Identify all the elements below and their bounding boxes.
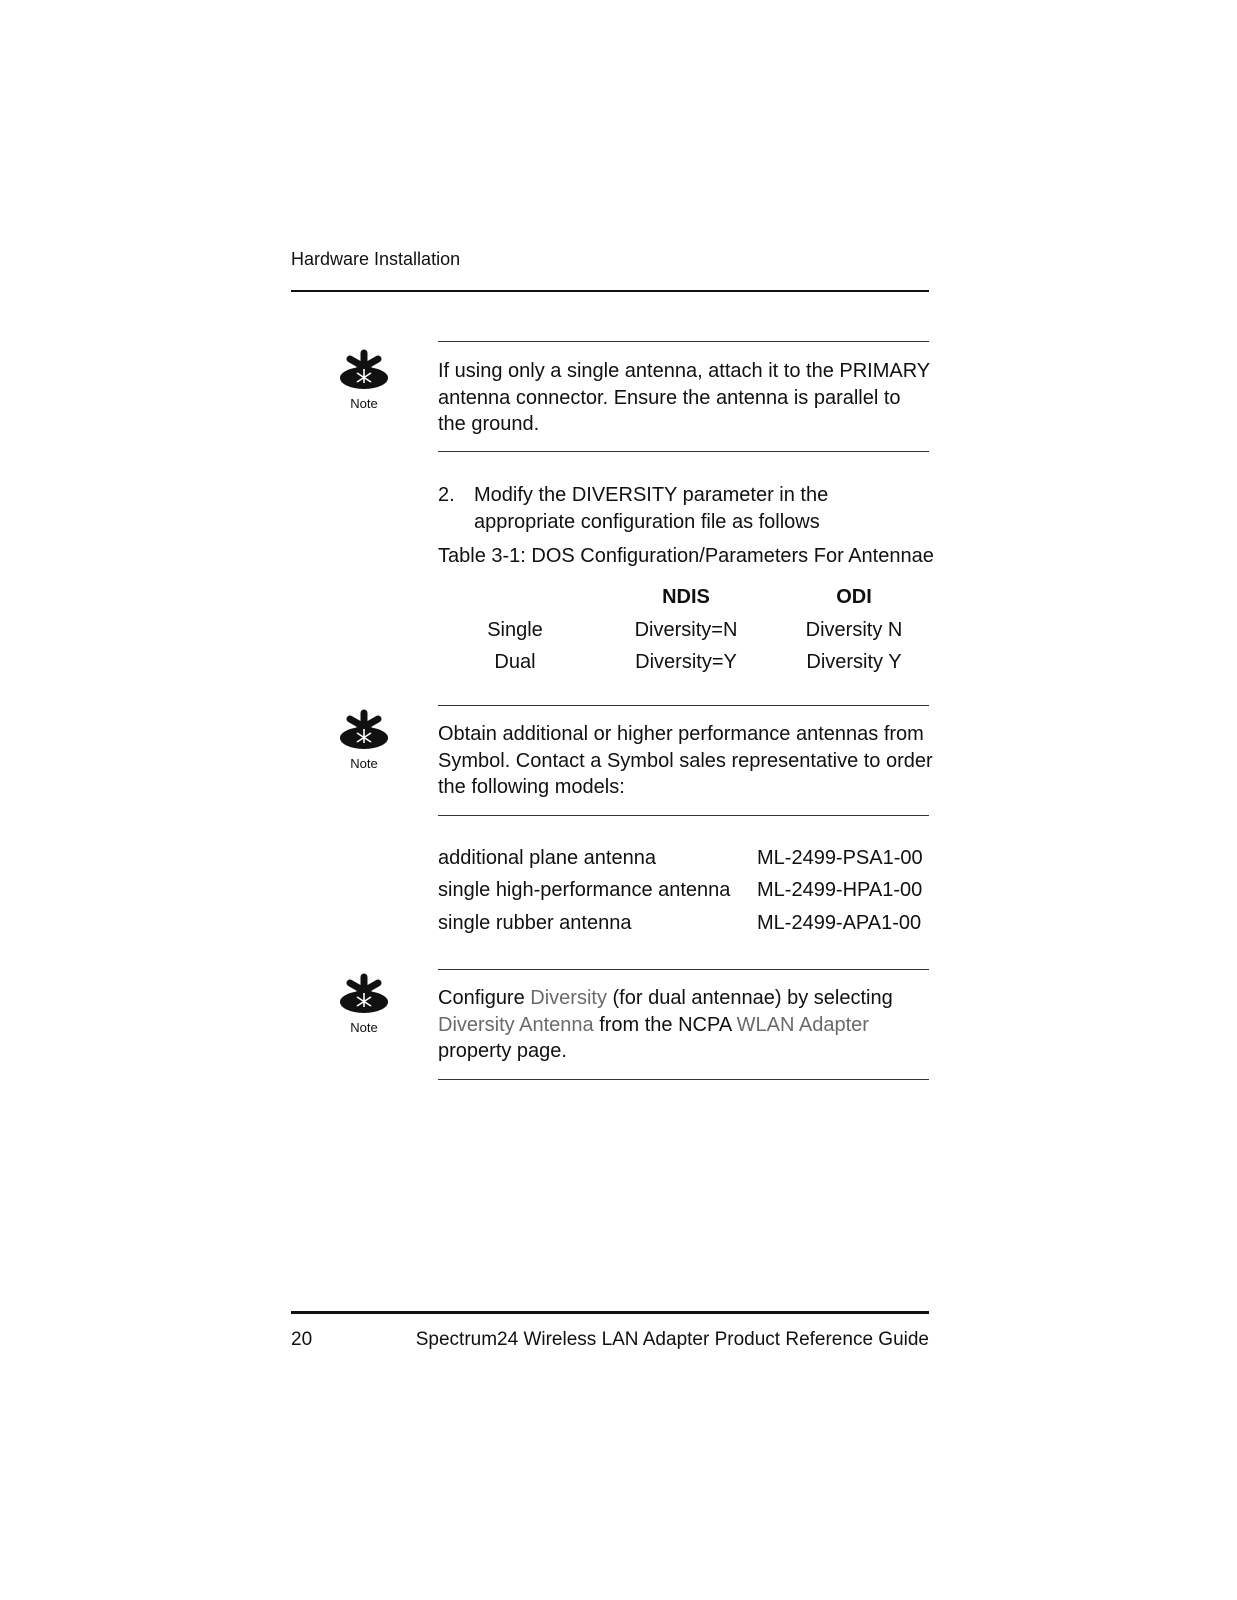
note-asterisk-icon — [338, 709, 390, 755]
table-caption-text: : DOS Configuration/Parameters For Antennae — [520, 545, 934, 567]
note-asterisk-icon — [338, 973, 390, 1019]
table-cell-row1-odi: Diversity N — [805, 619, 903, 641]
list-item — [438, 912, 933, 940]
table-cell-row1-ndis: Diversity=N — [634, 619, 738, 641]
dos-config-table — [438, 586, 933, 686]
note-1-label: Note — [350, 396, 378, 411]
note-2-label: Note — [350, 756, 378, 771]
note-1-top-rule — [438, 341, 929, 342]
table-cell-row2-ndis: Diversity=Y — [635, 651, 737, 673]
note-2-text: Obtain additional or higher performance antennas from Symbol. Contact a Symbol sales representative to order the following models: — [438, 723, 933, 798]
antenna-model-number: ML-2499-HPA1-00 — [757, 879, 923, 901]
note-3-bottom-rule — [438, 1079, 929, 1080]
note-3-text-part: from the NCPA — [593, 1013, 737, 1036]
note-3-text-part: (for dual antennae) by selecting — [606, 987, 893, 1009]
note-asterisk-icon — [338, 349, 390, 395]
list-item — [438, 879, 933, 907]
note-3-text-part: Configure — [438, 987, 531, 1009]
ui-term-diversity-antenna: Diversity Antenna — [438, 1013, 594, 1036]
table-header-odi: ODI — [836, 586, 872, 608]
antenna-description: additional plane antenna — [438, 847, 656, 869]
header-divider — [291, 290, 929, 292]
step-text: Modify the DIVERSITY parameter in the appropriate configuration file as follows — [474, 484, 829, 533]
table-caption-label: Table 3-1 — [438, 545, 521, 567]
note-3-icon-block — [336, 973, 392, 1035]
page-number: 20 — [291, 1329, 313, 1350]
table-cell-row2-odi: Diversity Y — [806, 651, 902, 673]
note-3-top-rule — [438, 969, 929, 970]
table-header-ndis: NDIS — [662, 586, 710, 608]
note-3-label: Note — [350, 1020, 378, 1035]
table-cell-row1-label: Single — [487, 619, 543, 641]
note-2-icon-block — [336, 709, 392, 771]
ui-term-diversity: Diversity — [530, 987, 607, 1009]
footer-title: Spectrum24 Wireless LAN Adapter Product Reference Guide — [415, 1329, 929, 1350]
note-3-text-part: property page. — [438, 1040, 567, 1062]
footer-divider — [291, 1311, 929, 1314]
note-1-text: If using only a single antenna, attach it to the PRIMARY antenna connector. Ensure the antenna is parallel to the ground. — [438, 360, 930, 435]
table-caption — [438, 545, 934, 568]
antenna-models-list — [438, 847, 933, 943]
step-number: 2. — [438, 484, 455, 506]
note-1-icon-block — [336, 349, 392, 411]
running-header: Hardware Installation — [291, 249, 461, 269]
ui-term-wlan-adapter: WLAN Adapter — [736, 1013, 869, 1036]
note-2-top-rule — [438, 705, 929, 706]
table-cell-row2-label: Dual — [494, 651, 536, 673]
antenna-description: single rubber antenna — [438, 912, 632, 934]
note-1-bottom-rule — [438, 451, 929, 452]
note-2-bottom-rule — [438, 815, 929, 816]
antenna-model-number: ML-2499-PSA1-00 — [757, 847, 923, 869]
list-item — [438, 847, 933, 875]
antenna-model-number: ML-2499-APA1-00 — [757, 912, 922, 934]
antenna-description: single high-performance antenna — [438, 879, 731, 901]
note-3-text — [438, 985, 933, 1065]
